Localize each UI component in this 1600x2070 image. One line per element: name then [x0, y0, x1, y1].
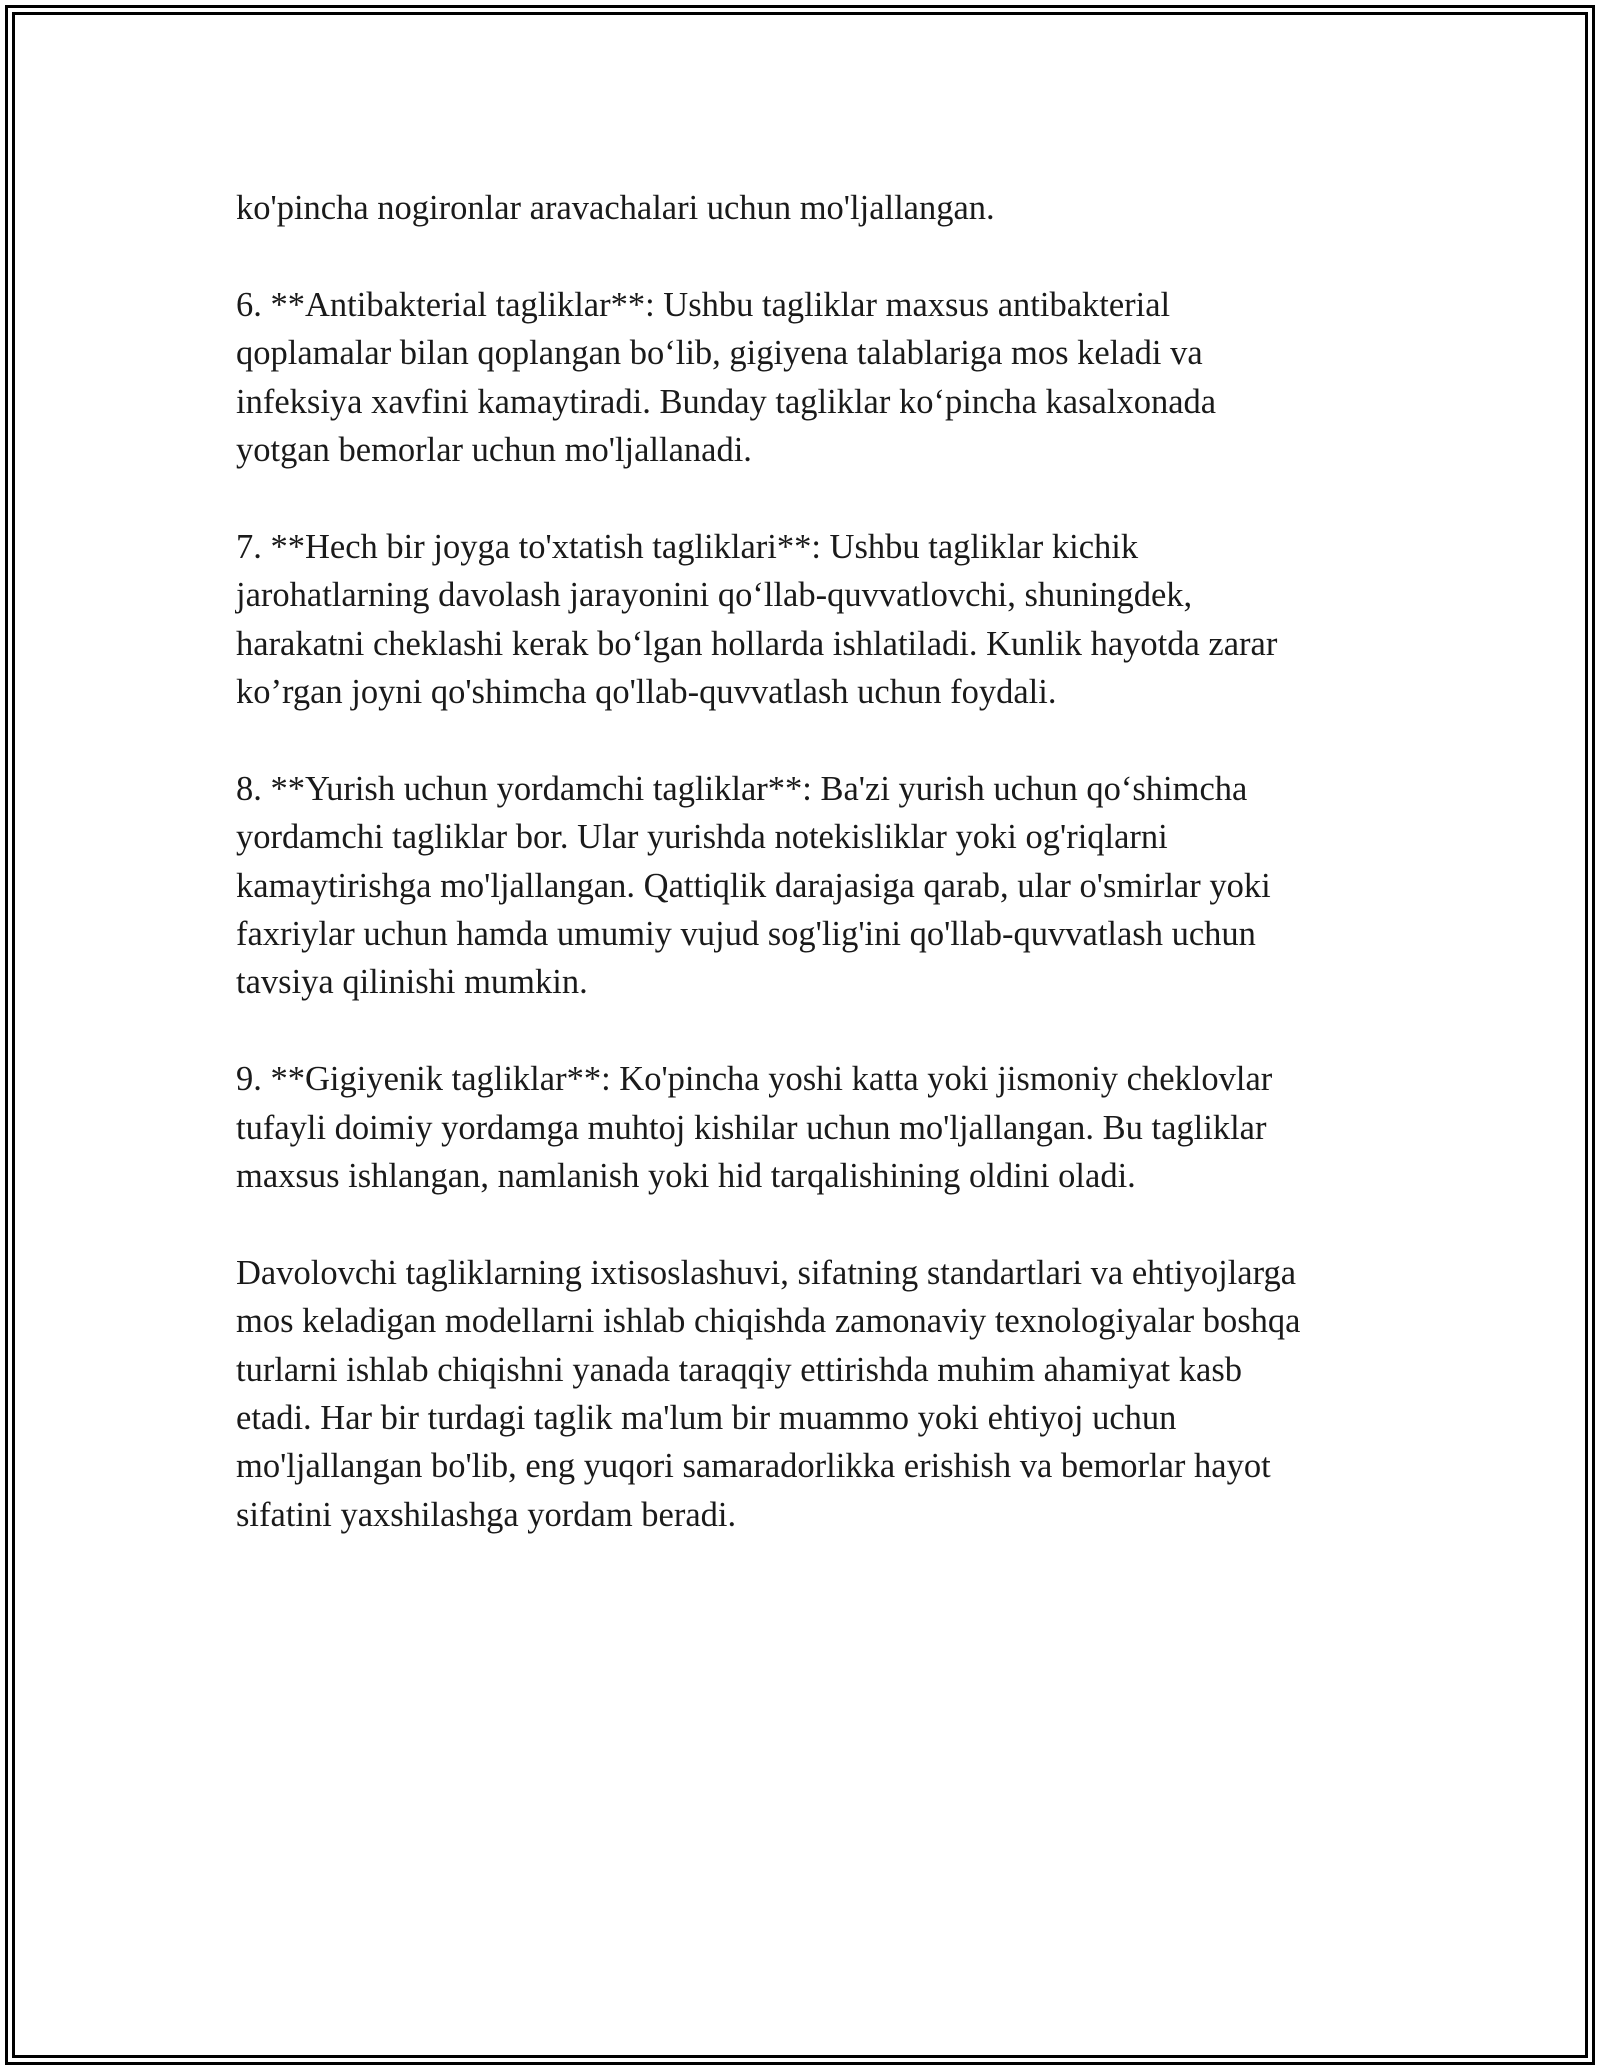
paragraph-conclusion: Davolovchi tagliklarning ixtisoslashuvi, sifatning standartlari va ehtiyojlarga mos keladigan modellarni ishlab chiqishda zamonaviy texnologiyalar boshqa turlarni ishlab chiqishni yanada taraqqiy ettirishda muhim ahamiyat kasb etadi. Har bir turdagi taglik ma'lum bir muammo yoki ehtiyoj uchun mo'ljallangan bo'lib, eng yuqori samaradorlikka erishish va bemorlar hayot sifatini yaxshilashga yordam beradi.	[236, 1253, 1301, 1534]
paragraph-item-6-antibacterial: 6. **Antibakterial tagliklar**: Ushbu tagliklar maxsus antibakterial qoplamalar bilan qoplangan bo‘lib, gigiyena talablariga mos keladi va infeksiya xavfini kamaytiradi. Bunday tagliklar ko‘pincha kasalxonada yotgan bemorlar uchun mo'ljallanadi.	[236, 285, 1217, 470]
paragraph-item-9-hygienic: 9. **Gigiyenik tagliklar**: Ko'pincha yoshi katta yoki jismoniy cheklovlar tufayli doimiy yordamga muhtoj kishilar uchun mo'ljallangan. Bu tagliklar maxsus ishlangan, namlanish yoki hid tarqalishining oldini oladi.	[236, 1060, 1273, 1196]
document-body	[236, 184, 1376, 1539]
paragraph-item-8-walking-support: 8. **Yurish uchun yordamchi tagliklar**: Ba'zi yurish uchun qo‘shimcha yordamchi tagliklar bor. Ular yurishda notekisliklar yoki og'riqlarni kamaytirishga mo'ljallangan. Qattiqlik darajasiga qarab, ular o'smirlar yoki faxriylar uchun hamda umumiy vujud sog'lig'ini qo'llab-quvvatlash uchun tavsiya qilinishi mumkin.	[236, 769, 1271, 1002]
paragraph-item-7-immobilizing: 7. **Hech bir joyga to'xtatish tagliklari**: Ushbu tagliklar kichik jarohatlarning davolash jarayonini qo‘llab-quvvatlovchi, shuningdek, harakatni cheklashi kerak bo‘lgan hollarda ishlatiladi. Kunlik hayotda zarar ko’rgan joyni qo'shimcha qo'llab-quvvatlash uchun foydali.	[236, 527, 1278, 712]
paragraph-continuation: ko'pincha nogironlar aravachalari uchun mo'ljallangan.	[236, 189, 995, 227]
